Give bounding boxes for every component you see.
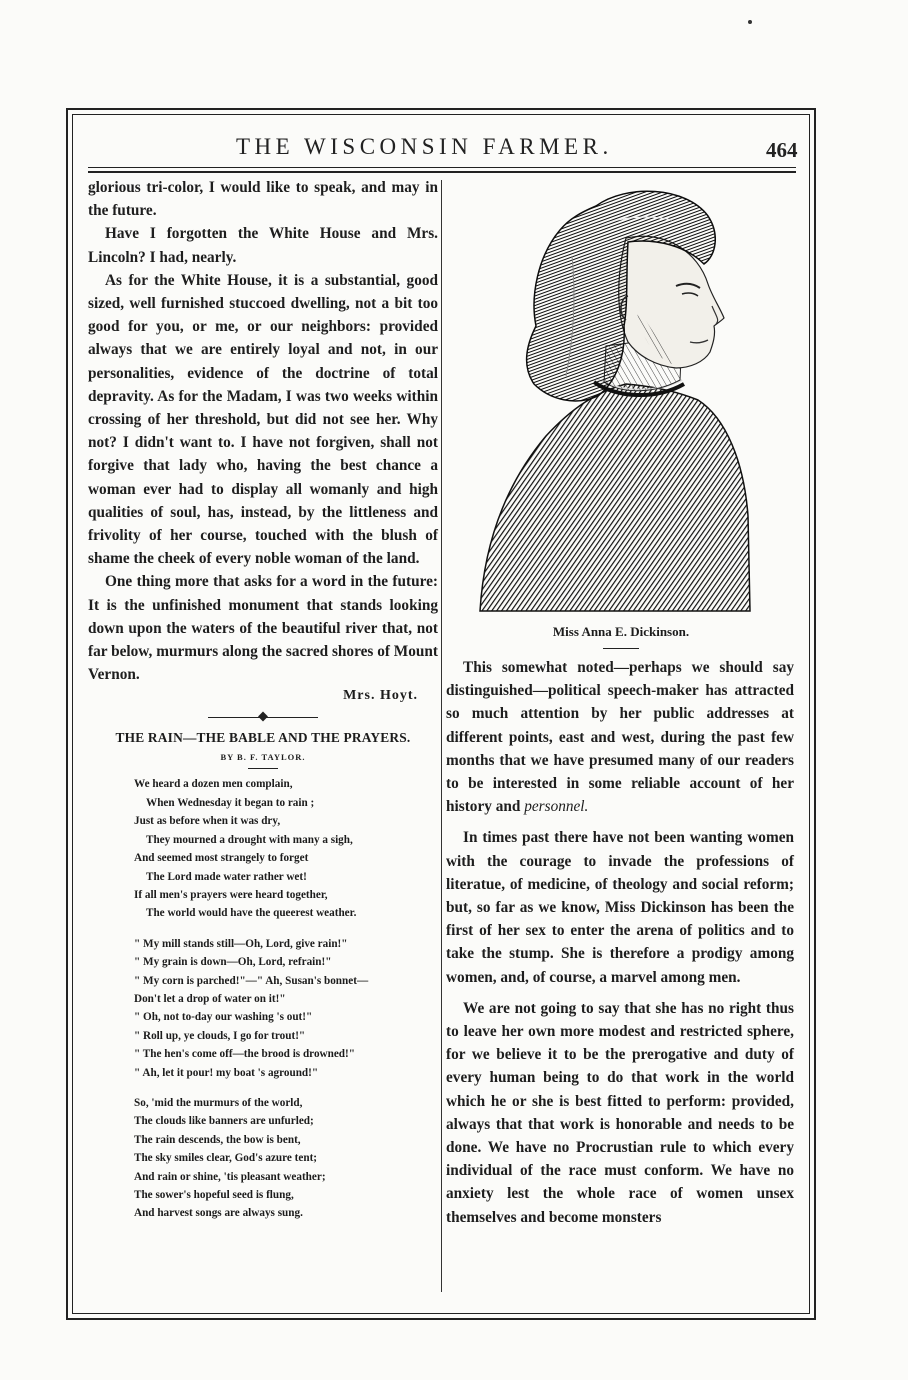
right-column xyxy=(446,656,794,1237)
paragraph-intro-text: This somewhat noted—perhaps we should say distinguished—political speech-maker has attracted so much attention by her public addresses at different points, east and west, during the past few months that we have presumed many of our readers to be interested in some reliable account of her history and xyxy=(446,659,794,816)
poem-line: We heard a dozen men complain, xyxy=(134,778,293,791)
paragraph-not-going-to-say: We are not going to say that she has no right thus to leave her own more modest and restricted sphere, for we believe it to be the prerogative and duty of every human being to do that work in the world which he or she is best fitted to perform: provided, always that that work is honorable and needs to be done. We have no Procrustian rule to which every individual of the race must conform. We have no anxiety lest the whole race of women unsex themselves and become monsters xyxy=(446,999,794,1226)
section-divider xyxy=(208,712,318,722)
page-number: 464 xyxy=(766,138,798,162)
poem-stanza-2 xyxy=(134,935,438,1082)
poem-line: And seemed most strangely to forget xyxy=(134,852,309,865)
poem-byline: BY B. F. TAYLOR. xyxy=(220,752,306,763)
paragraph-intro xyxy=(446,656,794,818)
caption-rule xyxy=(603,648,639,649)
poem-line: " Roll up, ye clouds, I go for trout!" xyxy=(134,1029,306,1042)
poem-line: " Oh, not to-day our washing 's out!" xyxy=(134,1011,313,1024)
paragraph-monument: One thing more that asks for a word in the future: It is the unfinished monument that stands looking down upon the waters of the beautiful river that, not far below, murmurs along the sacred shores of Mount Vernon. xyxy=(88,573,438,684)
poem-line: The world would have the queerest weather. xyxy=(146,907,357,920)
poem-line: The sky smiles clear, God's azure tent; xyxy=(134,1152,318,1165)
paragraph-intro-italic: personnel. xyxy=(524,798,589,816)
poem-line: They mourned a drought with many a sigh, xyxy=(146,833,353,846)
column-divider xyxy=(441,180,442,1292)
poem-title: THE RAIN—THE BABLE AND THE PRAYERS. xyxy=(115,730,411,746)
divider-diamond-icon xyxy=(258,712,268,722)
poem-line: " Ah, let it pour! my boat 's aground!" xyxy=(134,1066,319,1079)
ink-speck xyxy=(748,20,752,24)
poem-line: The Lord made water rather wet! xyxy=(146,870,307,883)
paragraph-continuation: glorious tri-color, I would like to speak, and may in the future. xyxy=(88,179,438,220)
poem-stanza-3 xyxy=(134,1094,438,1223)
paragraph-white-house: As for the White House, it is a substantial, good sized, well furnished stuccoed dwelling, not a bit too good for you, or me, or our neighbors: provided always that we are entirely loyal and not, in our personalities, evidence of the doctrine of total depravity. As for the Madam, I was two weeks within crossing of her threshold, but did not see her. Why not? I didn't want to. I have not forgiven, shall not forgive that lady who, having the best chance a woman ever had to display all womanly and high qualities of soul, has, instead, by the littleness and frivolity of her course, touched with the blush of shame the cheek of every noble woman of the land. xyxy=(88,271,438,568)
portrait-caption: Miss Anna E. Dickinson. xyxy=(552,624,690,639)
poem-line: If all men's prayers were heard together, xyxy=(134,888,328,901)
poem-line: Don't let a drop of water on it!" xyxy=(134,992,286,1005)
poem-line: And harvest songs are always sung. xyxy=(134,1207,303,1220)
paragraph-white-house-question: Have I forgotten the White House and Mrs. Lincoln? I had, nearly. xyxy=(88,225,438,266)
poem-line: " My corn is parched!"—" Ah, Susan's bonnet— xyxy=(134,974,369,987)
poem-stanza-1 xyxy=(134,775,438,922)
author-signature: Mrs. Hoyt. xyxy=(343,688,418,704)
poem-line: " The hen's come off—the brood is drowned!" xyxy=(134,1048,355,1061)
poem-line: The rain descends, the bow is bent, xyxy=(134,1133,301,1146)
poem-line: " My grain is down—Oh, Lord, refrain!" xyxy=(134,956,332,969)
header-rule-thick xyxy=(88,171,796,173)
poem-line: So, 'mid the murmurs of the world, xyxy=(134,1096,303,1109)
poem-line: The clouds like banners are unfurled; xyxy=(134,1115,314,1128)
byline-rule xyxy=(248,768,278,769)
poem-line: The sower's hopeful seed is flung, xyxy=(134,1189,294,1201)
poem-line: Just as before when it was dry, xyxy=(134,815,281,828)
poem-line: " My mill stands still—Oh, Lord, give rain!" xyxy=(134,937,348,950)
left-column xyxy=(88,176,438,1235)
masthead-title: THE WISCONSIN FARMER. xyxy=(236,134,613,159)
poem-line: And rain or shine, 'tis pleasant weather; xyxy=(134,1170,326,1183)
paragraph-times-past: In times past there have not been wanting women with the courage to invade the professions of literatue, of medicine, of theology and social reform; but, so far as we know, Miss Dickinson has been the first of her sex to enter the arena of politics and to take the stump. She is therefore a prodigy among women, and, of course, a marvel among men. xyxy=(446,829,794,986)
header-rule-thin xyxy=(88,167,796,168)
poem-line: When Wednesday it began to rain ; xyxy=(146,796,315,809)
portrait-engraving xyxy=(476,186,752,618)
